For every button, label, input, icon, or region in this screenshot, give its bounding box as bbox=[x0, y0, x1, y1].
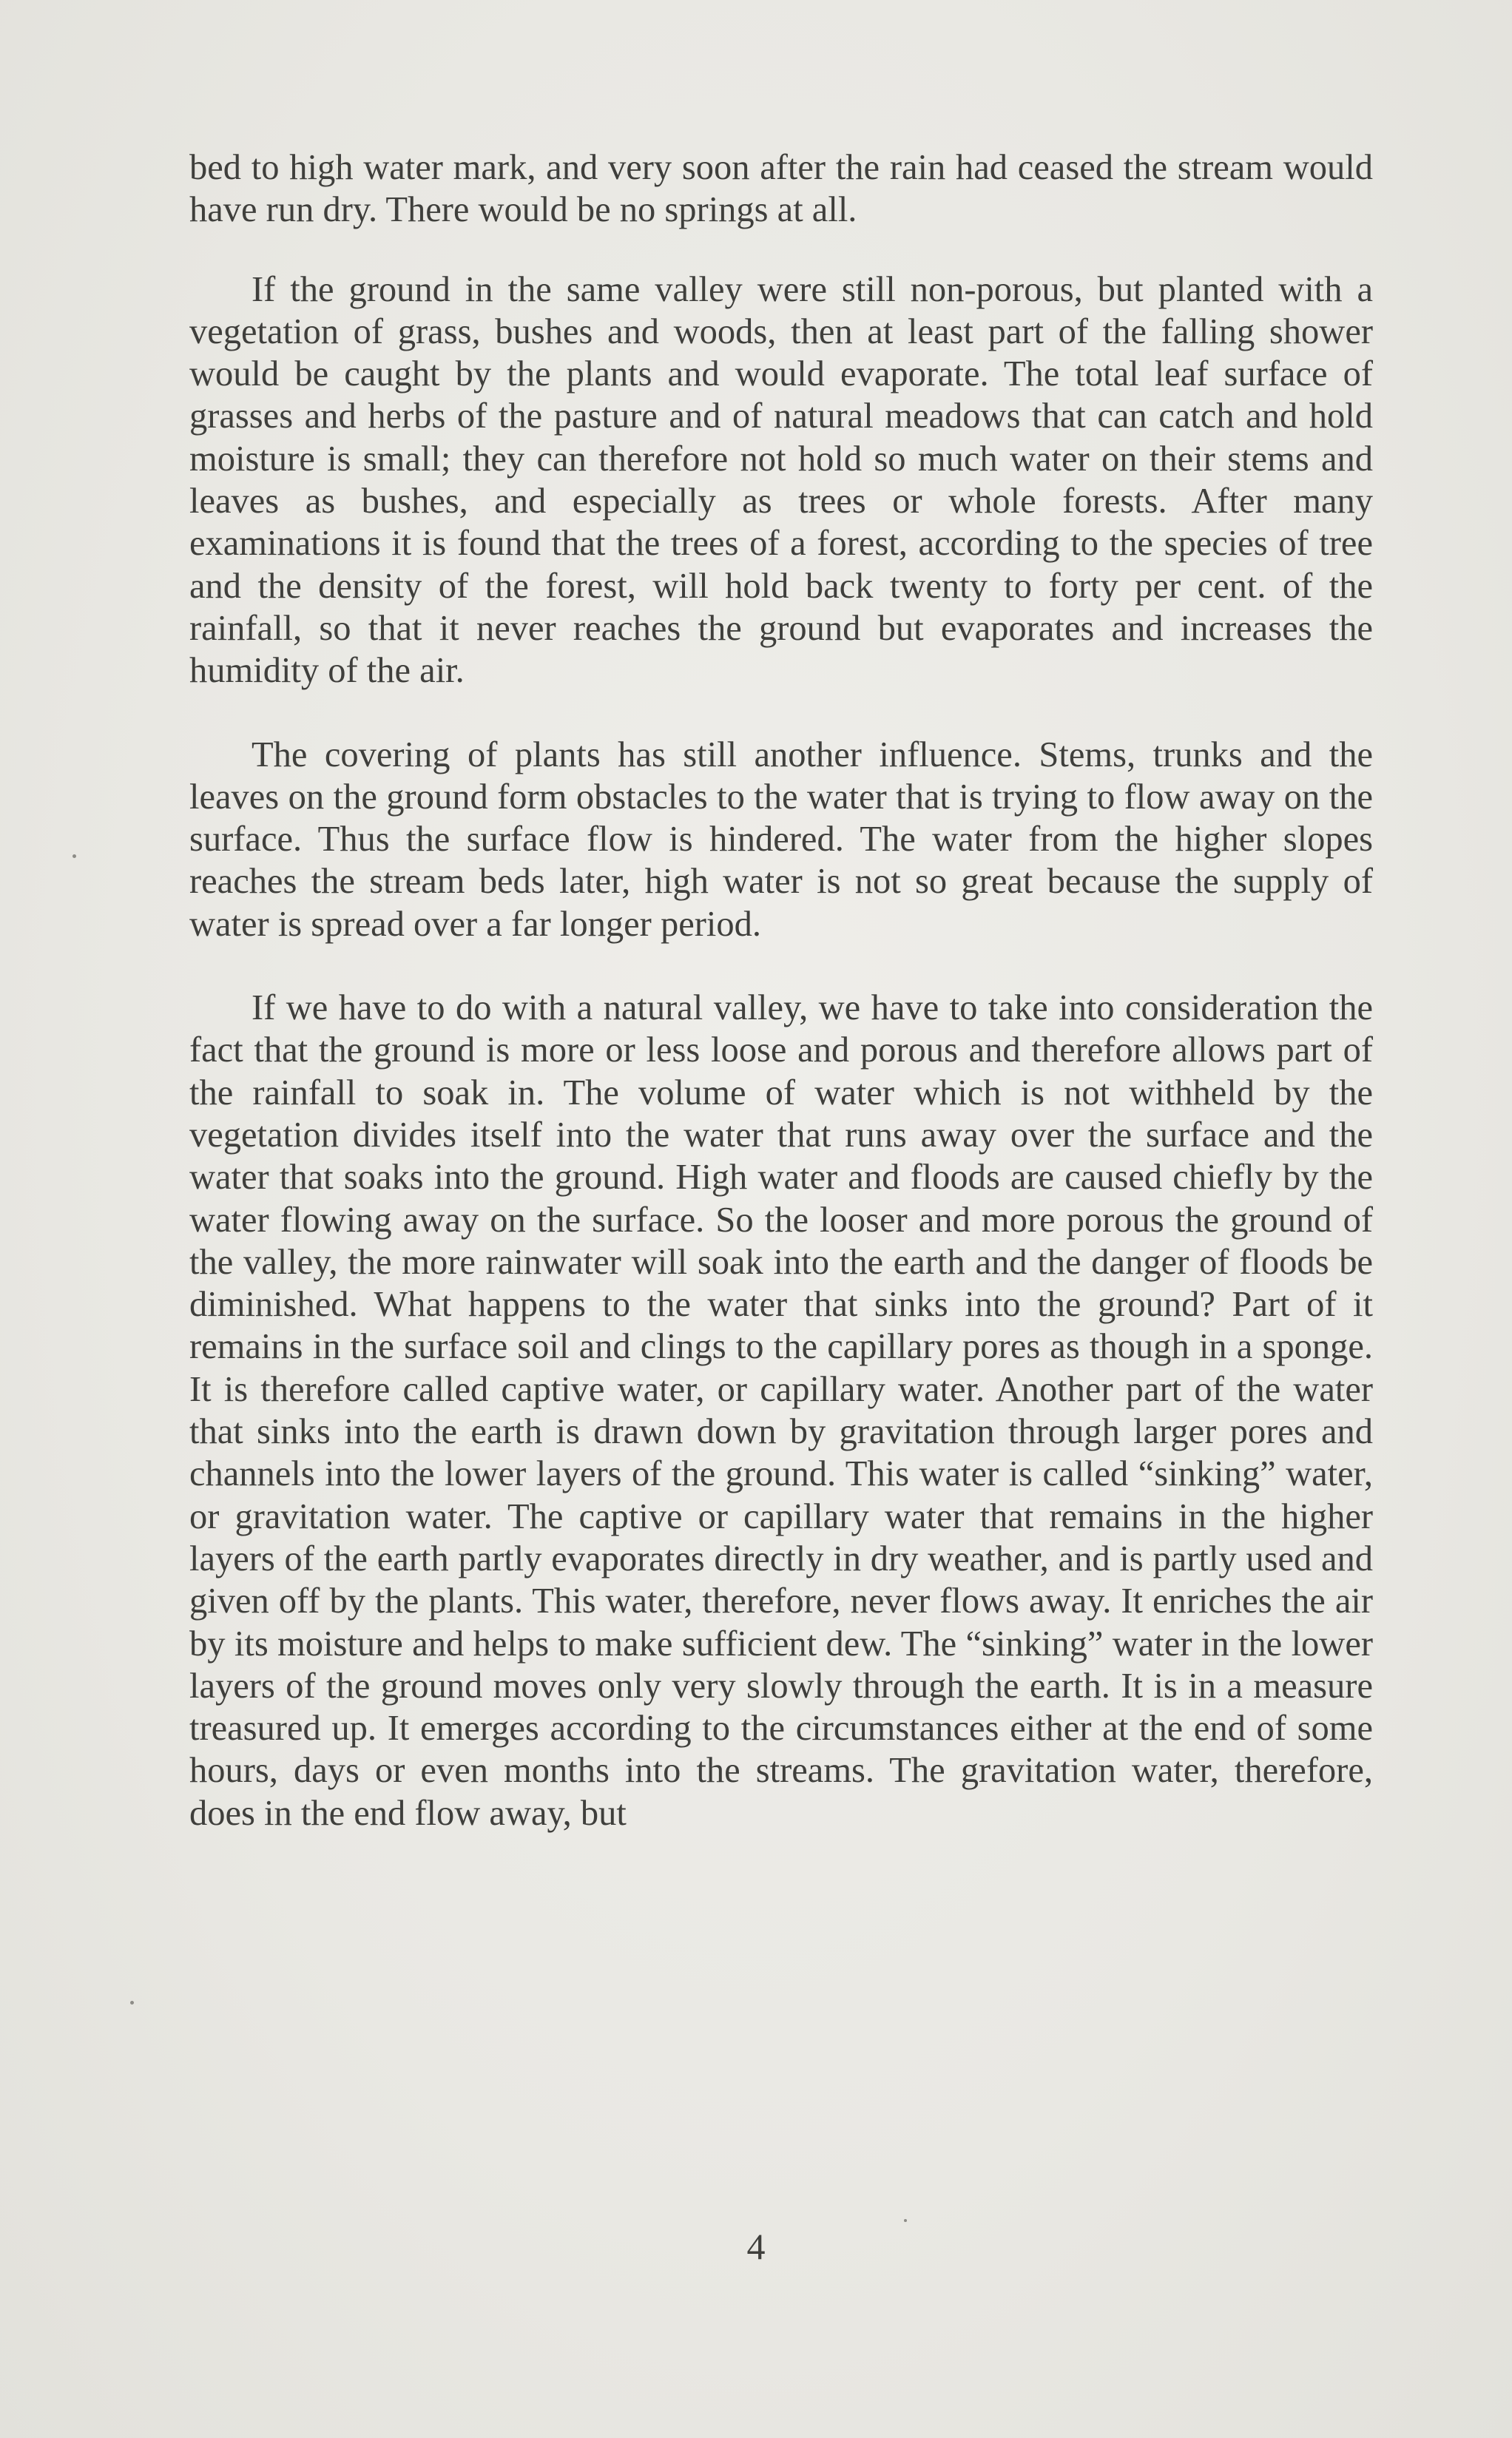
paragraph-plant-covering: The covering of plants has still another influence. Stems, trunks and the leaves on the ground form obstacles to the water that is trying to flow away on the surface. Thus the surface flow is hindered. The water from the higher slopes reaches the stream beds later, high water is not so great because the supply of water is spread over a far longer period. bbox=[189, 735, 1373, 944]
paragraph-continued: bed to high water mark, and very soon after the rain had ceased the stream would have run dry. There would be no springs at all. bbox=[189, 148, 1373, 230]
page-number: 4 bbox=[746, 2226, 766, 2267]
paragraph-vegetation: If the ground in the same valley were still non-porous, but planted with a vegetation of grass, bushes and woods, then at least part of the falling shower would be caught by the plants and would evaporate. The total leaf surface of grasses and herbs of the pasture and of natural meadows that can catch and hold moisture is small; they can therefore not hold so much water on their stems and leaves as bushes, and especially as trees or whole forests. After many examinations it is found that the trees of a forest, according to the species of tree and the density of the forest, will hold back twenty to forty per cent. of the rainfall, so that it never reaches the ground but evaporates and increases the humidity of the air. bbox=[189, 269, 1373, 691]
paper-speck bbox=[72, 854, 76, 858]
body-text bbox=[189, 146, 1373, 1876]
paper-speck bbox=[904, 2219, 907, 2222]
paragraph-natural-valley: If we have to do with a natural valley, we have to take into consideration the fact that the ground is more or less loose and porous and therefore allows part of the rainfall to soak in. The volume of water which is not withheld by the vegetation divides itself into the water that runs away over the surface and the water that soaks into the ground. High water and floods are caused chiefly by the water flowing away on the surface. So the looser and more porous the ground of the valley, the more rainwater will soak into the earth and the danger of floods be diminished. What happens to the water that sinks into the ground? Part of it remains in the surface soil and clings to the capillary pores as though in a sponge. It is therefore called captive water, or capillary water. Another part of the water that sinks into the earth is drawn down by gravitation through larger pores and channels into the lower layers of the ground. This water is called “sinking” water, or gravitation water. The captive or capillary water that remains in the higher layers of the earth partly evaporates directly in dry weather, and is partly used and given off by the plants. This water, therefore, never flows away. It enriches the air by its moisture and helps to make sufficient dew. The “sinking” water in the lower layers of the ground moves only very slowly through the earth. It is in a measure treasured up. It emerges according to the circumstances either at the end of some hours, days or even months into the streams. The gravitation water, therefore, does in the end flow away, but bbox=[189, 988, 1373, 1833]
paper-speck bbox=[130, 2001, 134, 2005]
